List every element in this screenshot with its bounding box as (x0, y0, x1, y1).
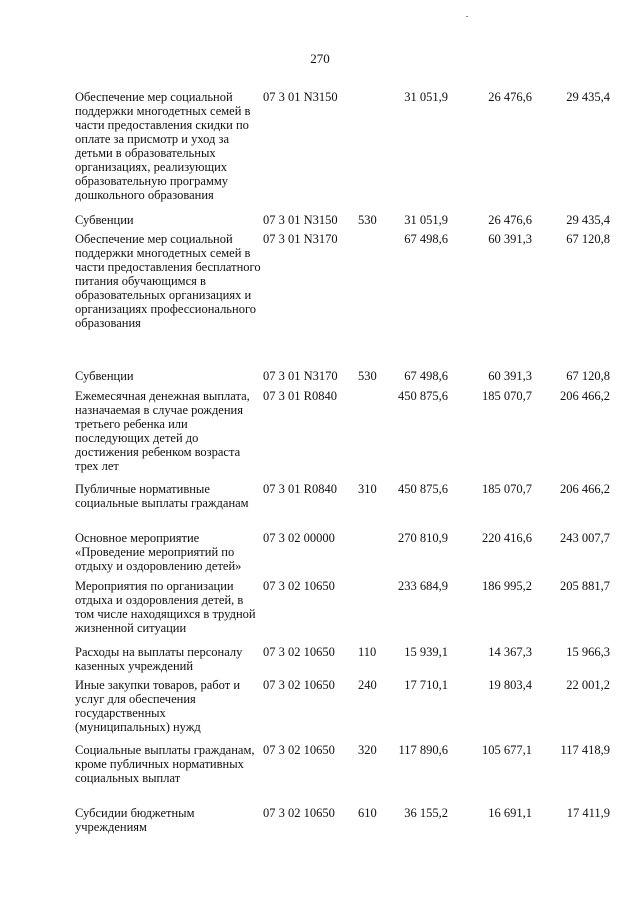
row-value-2: 14 367,3 (488, 645, 532, 659)
row-value-2: 19 803,4 (488, 678, 532, 692)
row-value-1: 270 810,9 (398, 531, 448, 545)
row-type: 110 (358, 645, 377, 659)
row-type: 530 (358, 213, 377, 227)
row-value-3: 17 411,9 (566, 806, 610, 820)
row-code: 07 3 01 N3170 (263, 232, 338, 246)
row-value-2: 185 070,7 (482, 482, 532, 496)
scan-speck (466, 16, 468, 17)
row-value-2: 26 476,6 (488, 213, 532, 227)
row-value-2: 220 416,6 (482, 531, 532, 545)
row-value-1: 31 051,9 (404, 213, 448, 227)
row-value-3: 67 120,8 (566, 369, 610, 383)
row-value-3: 29 435,4 (566, 213, 610, 227)
row-name: Расходы на выплаты персоналу казенных учреждений (75, 645, 243, 673)
row-code: 07 3 02 10650 (263, 806, 335, 820)
row-name: Социальные выплаты гражданам, кроме публичных нормативных социальных выплат (75, 743, 255, 785)
row-code: 07 3 01 R0840 (263, 389, 337, 403)
row-value-2: 186 995,2 (482, 579, 532, 593)
row-code: 07 3 02 00000 (263, 531, 335, 545)
row-type: 530 (358, 369, 377, 383)
row-type: 310 (358, 482, 377, 496)
row-name: Ежемесячная денежная выплата, назначаемая в случае рождения третьего ребенка или последующих детей до достижения ребенком возраста трех лет (75, 389, 250, 473)
row-type: 610 (358, 806, 377, 820)
row-value-1: 36 155,2 (404, 806, 448, 820)
row-value-1: 233 684,9 (398, 579, 448, 593)
row-type: 240 (358, 678, 377, 692)
row-code: 07 3 02 10650 (263, 579, 335, 593)
row-code: 07 3 01 N3150 (263, 213, 338, 227)
row-value-1: 450 875,6 (398, 482, 448, 496)
row-value-2: 60 391,3 (488, 369, 532, 383)
row-value-1: 31 051,9 (404, 90, 448, 104)
row-value-1: 67 498,6 (404, 369, 448, 383)
row-value-3: 67 120,8 (566, 232, 610, 246)
row-value-1: 117 890,6 (398, 743, 448, 757)
row-code: 07 3 02 10650 (263, 678, 335, 692)
row-value-3: 206 466,2 (560, 389, 610, 403)
row-name: Субвенции (75, 213, 134, 227)
row-code: 07 3 02 10650 (263, 645, 335, 659)
row-code: 07 3 02 10650 (263, 743, 335, 757)
row-type: 320 (358, 743, 377, 757)
row-name: Мероприятия по организации отдыха и оздоровления детей, в том числе находящихся в трудной жизненной ситуации (75, 579, 256, 635)
row-value-2: 16 691,1 (488, 806, 532, 820)
row-value-3: 243 007,7 (560, 531, 610, 545)
row-value-3: 29 435,4 (566, 90, 610, 104)
row-name: Субвенции (75, 369, 134, 383)
row-name: Обеспечение мер социальной поддержки многодетных семей в части предоставления скидки по оплате за присмотр и уход за детьми в образовательных организациях, реализующих образовательную программу дошкольного образования (75, 90, 251, 202)
row-value-3: 206 466,2 (560, 482, 610, 496)
row-code: 07 3 01 N3170 (263, 369, 338, 383)
row-value-1: 67 498,6 (404, 232, 448, 246)
row-value-2: 185 070,7 (482, 389, 532, 403)
row-code: 07 3 01 R0840 (263, 482, 337, 496)
row-value-3: 117 418,9 (560, 743, 610, 757)
row-value-1: 450 875,6 (398, 389, 448, 403)
row-value-3: 205 881,7 (560, 579, 610, 593)
row-name: Субсидии бюджетным учреждениям (75, 806, 195, 834)
row-value-3: 15 966,3 (566, 645, 610, 659)
row-value-2: 105 677,1 (482, 743, 532, 757)
row-value-1: 17 710,1 (404, 678, 448, 692)
row-name: Обеспечение мер социальной поддержки многодетных семей в части предоставления бесплатного питания обучающимся в образовательных организациях и организациях профессионального образования (75, 232, 261, 330)
row-value-1: 15 939,1 (404, 645, 448, 659)
row-value-3: 22 001,2 (566, 678, 610, 692)
row-name: Публичные нормативные социальные выплаты гражданам (75, 482, 249, 510)
row-code: 07 3 01 N3150 (263, 90, 338, 104)
row-value-2: 26 476,6 (488, 90, 532, 104)
row-name: Иные закупки товаров, работ и услуг для обеспечения государственных (муниципальных) нужд (75, 678, 241, 734)
row-name: Основное мероприятие «Проведение мероприятий по отдыху и оздоровлению детей» (75, 531, 242, 573)
page-number: 270 (310, 51, 330, 66)
row-value-2: 60 391,3 (488, 232, 532, 246)
